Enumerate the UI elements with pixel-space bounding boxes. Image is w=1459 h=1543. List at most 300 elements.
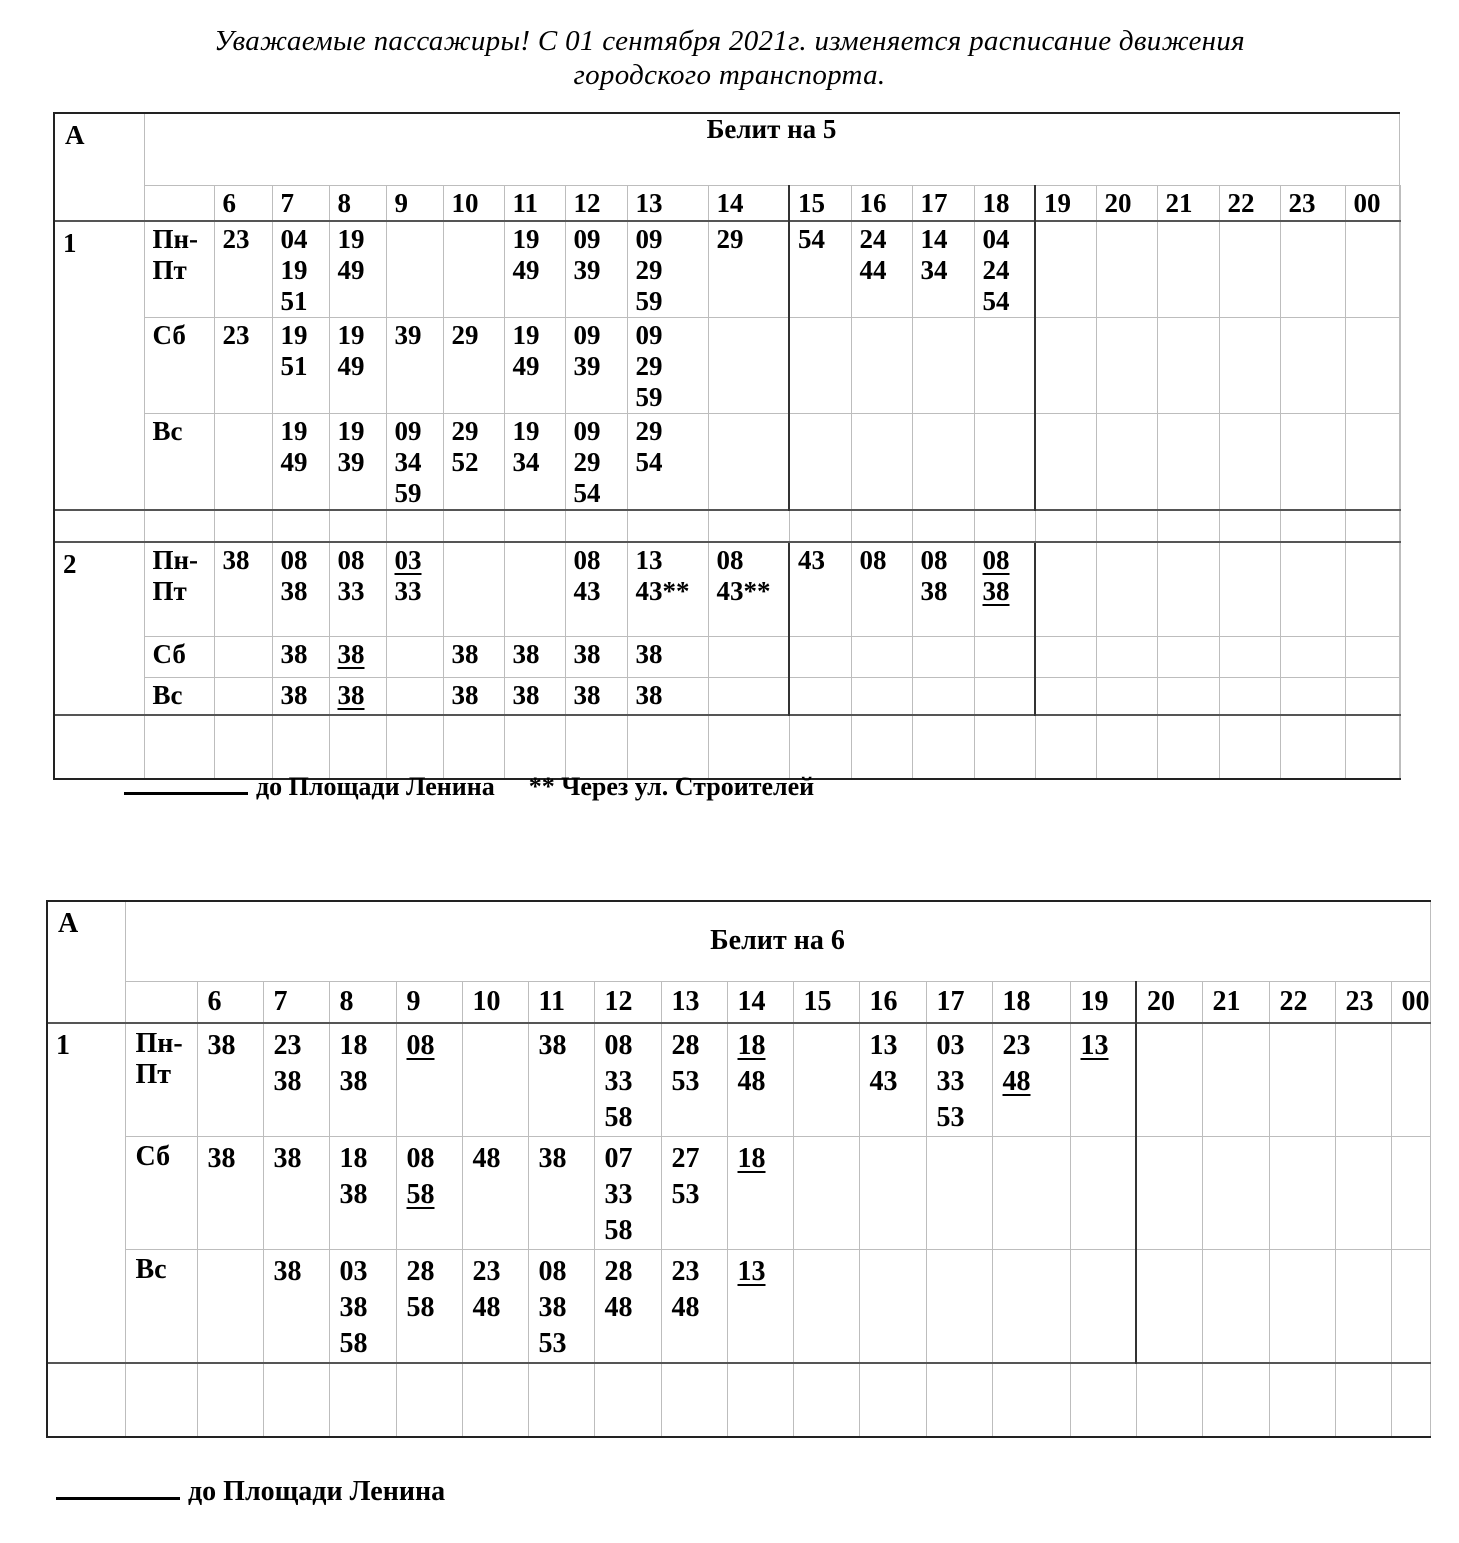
- departure-minute: 39: [573, 351, 601, 381]
- empty-cell: [912, 715, 974, 779]
- time-cell: [1391, 1250, 1430, 1364]
- time-cell: [1096, 677, 1157, 715]
- time-cell: [974, 636, 1035, 677]
- time-cell: [912, 318, 974, 414]
- departure-minute: 38: [573, 679, 601, 710]
- departure-minute: 04: [280, 224, 308, 254]
- hour-header: 14: [708, 185, 789, 221]
- empty-cell: [504, 510, 565, 542]
- empty-cell: [443, 510, 504, 542]
- time-cell: [1269, 1250, 1335, 1364]
- departure-minute: 48: [737, 1066, 766, 1097]
- empty-cell: [214, 510, 272, 542]
- time-cell: [627, 221, 708, 318]
- departure-minute: 08: [573, 545, 601, 575]
- schedule-table-belit-6: [46, 900, 1431, 1438]
- time-cell: [992, 1023, 1070, 1137]
- time-cell: [197, 1023, 263, 1137]
- time-cell: [727, 1023, 793, 1137]
- day-label: Вс: [125, 1250, 197, 1364]
- time-cell: [263, 1137, 329, 1250]
- hour-header: 14: [727, 981, 793, 1023]
- departure-minute: 19: [280, 255, 308, 285]
- departure-minute: 14: [920, 224, 948, 254]
- time-cell: [1391, 1023, 1430, 1137]
- departure-minute: 34: [512, 447, 540, 477]
- departure-minute: 09: [573, 320, 601, 350]
- departure-minute: 19: [512, 224, 540, 254]
- departure-minute: 08: [604, 1030, 633, 1061]
- time-cell: [214, 318, 272, 414]
- empty-cell: [125, 1363, 197, 1437]
- empty-cell: [1070, 1363, 1136, 1437]
- departure-minute: 27: [671, 1143, 700, 1174]
- time-cell: [329, 1023, 396, 1137]
- departure-minute: 54: [798, 224, 825, 254]
- departure-minute: 38: [273, 1256, 302, 1287]
- hour-header: 7: [272, 185, 329, 221]
- empty-cell: [443, 715, 504, 779]
- hour-header: 13: [661, 981, 727, 1023]
- time-cell: [1035, 542, 1096, 636]
- time-cell: [214, 677, 272, 715]
- time-cell: [1202, 1137, 1269, 1250]
- departure-minute: 08: [982, 545, 1010, 575]
- time-cell: [396, 1250, 462, 1364]
- hour-header: 22: [1219, 185, 1280, 221]
- departure-minute: 13: [869, 1030, 898, 1061]
- time-cell: [708, 677, 789, 715]
- departure-minute: 38: [207, 1030, 236, 1061]
- time-cell: [1035, 414, 1096, 511]
- time-cell: [727, 1250, 793, 1364]
- hour-header: 00: [1345, 185, 1399, 221]
- time-cell: [1269, 1023, 1335, 1137]
- empty-cell: [47, 1363, 125, 1437]
- departure-minute: 29: [635, 351, 663, 381]
- departure-minute: 29: [716, 224, 744, 254]
- departure-minute: 53: [538, 1328, 567, 1359]
- time-cell: [992, 1137, 1070, 1250]
- departure-minute: 38: [273, 1143, 302, 1174]
- empty-cell: [859, 1363, 926, 1437]
- legend-1: [124, 772, 814, 802]
- departure-minute: 28: [406, 1256, 435, 1287]
- time-cell: [1280, 636, 1345, 677]
- departure-minute: 09: [394, 416, 422, 446]
- hour-header: 23: [1280, 185, 1345, 221]
- time-cell: [1070, 1023, 1136, 1137]
- empty-cell: [974, 715, 1035, 779]
- filler-cell: [1399, 636, 1400, 677]
- time-cell: [1070, 1250, 1136, 1364]
- empty-cell: [1096, 510, 1157, 542]
- time-cell: [462, 1250, 528, 1364]
- time-cell: [1136, 1137, 1202, 1250]
- departure-minute: 09: [573, 416, 601, 446]
- time-cell: [1219, 542, 1280, 636]
- time-cell: [851, 414, 912, 511]
- time-cell: [789, 414, 851, 511]
- empty-cell: [926, 1363, 992, 1437]
- empty-cell: [263, 1363, 329, 1437]
- hour-header: 16: [851, 185, 912, 221]
- departure-minute: 49: [512, 351, 540, 381]
- empty-cell: [272, 510, 329, 542]
- empty-cell: [1035, 510, 1096, 542]
- departure-minute: 43: [798, 545, 825, 575]
- departure-minute: 04: [982, 224, 1010, 254]
- time-cell: [329, 1250, 396, 1364]
- departure-minute: 48: [472, 1143, 501, 1174]
- hour-header: 15: [789, 185, 851, 221]
- time-cell: [272, 636, 329, 677]
- time-cell: [793, 1250, 859, 1364]
- time-cell: [462, 1023, 528, 1137]
- departure-minute: 38: [280, 576, 308, 606]
- departure-minute: 23: [222, 320, 250, 350]
- time-cell: [1219, 221, 1280, 318]
- departure-minute: 48: [1002, 1066, 1031, 1097]
- empty-cell: [1202, 1363, 1269, 1437]
- time-cell: [1035, 677, 1096, 715]
- empty-cell: [1269, 1363, 1335, 1437]
- time-cell: [443, 636, 504, 677]
- time-cell: [974, 414, 1035, 511]
- empty-cell: [627, 510, 708, 542]
- time-cell: [197, 1137, 263, 1250]
- table-title: Белит на 5: [144, 113, 1399, 185]
- time-cell: [851, 318, 912, 414]
- hour-header: 15: [793, 981, 859, 1023]
- empty-cell: [565, 715, 627, 779]
- departure-minute: 09: [635, 224, 663, 254]
- day-label: Сб: [144, 318, 214, 414]
- time-cell: [1345, 318, 1399, 414]
- hour-header: 9: [396, 981, 462, 1023]
- time-cell: [1202, 1250, 1269, 1364]
- departure-minute: 08: [859, 545, 887, 575]
- hour-header: 10: [443, 185, 504, 221]
- time-cell: [528, 1023, 594, 1137]
- departure-minute: 48: [472, 1292, 501, 1323]
- departure-minute: 38: [207, 1143, 236, 1174]
- departure-minute: 33: [604, 1179, 633, 1210]
- departure-minute: 38: [920, 576, 948, 606]
- time-cell: [1269, 1137, 1335, 1250]
- departure-minute: 08: [280, 545, 308, 575]
- time-cell: [708, 318, 789, 414]
- departure-minute: 43**: [716, 576, 771, 606]
- filler-cell: [1399, 542, 1400, 636]
- hour-header: 23: [1335, 981, 1391, 1023]
- time-cell: [272, 414, 329, 511]
- empty-cell: [1157, 510, 1219, 542]
- empty-cell: [329, 715, 386, 779]
- departure-minute: 29: [635, 255, 663, 285]
- departure-minute: 38: [512, 638, 540, 669]
- time-cell: [565, 542, 627, 636]
- departure-minute: 51: [280, 351, 308, 381]
- time-cell: [504, 636, 565, 677]
- time-cell: [197, 1250, 263, 1364]
- departure-minute: 23: [1002, 1030, 1031, 1061]
- hour-header: 6: [197, 981, 263, 1023]
- departure-minute: 53: [671, 1179, 700, 1210]
- time-cell: [329, 636, 386, 677]
- departure-minute: 28: [671, 1030, 700, 1061]
- hour-header: 11: [528, 981, 594, 1023]
- time-cell: [789, 318, 851, 414]
- hour-header: 7: [263, 981, 329, 1023]
- time-cell: [851, 677, 912, 715]
- departure-minute: 38: [339, 1179, 368, 1210]
- departure-minute: 34: [920, 255, 948, 285]
- departure-minute: 33: [936, 1066, 965, 1097]
- time-cell: [708, 542, 789, 636]
- time-cell: [789, 221, 851, 318]
- notice-line-1: Уважаемые пассажиры! С 01 сентября 2021г. изменяется расписание движения: [214, 25, 1245, 57]
- departure-minute: 54: [573, 478, 601, 508]
- time-cell: [214, 542, 272, 636]
- empty-cell: [272, 715, 329, 779]
- time-cell: [386, 636, 443, 677]
- departure-minute: 09: [573, 224, 601, 254]
- departure-minute: 13: [737, 1256, 766, 1287]
- departure-minute: 24: [982, 255, 1010, 285]
- departure-minute: 18: [737, 1030, 766, 1061]
- time-cell: [1219, 636, 1280, 677]
- time-cell: [1219, 414, 1280, 511]
- day-label: Сб: [125, 1137, 197, 1250]
- empty-cell: [144, 715, 214, 779]
- time-cell: [1219, 677, 1280, 715]
- time-cell: [504, 221, 565, 318]
- departure-minute: 38: [451, 679, 479, 710]
- time-cell: [974, 542, 1035, 636]
- time-cell: [1157, 636, 1219, 677]
- empty-cell: [851, 510, 912, 542]
- time-cell: [329, 677, 386, 715]
- departure-minute: 38: [339, 1292, 368, 1323]
- time-cell: [1096, 636, 1157, 677]
- departure-minute: 33: [337, 576, 365, 606]
- hour-header: 19: [1035, 185, 1096, 221]
- hour-header: 21: [1202, 981, 1269, 1023]
- day-label: Пн-Пт: [144, 221, 214, 318]
- day-label: Вс: [144, 677, 214, 715]
- hour-header: 20: [1136, 981, 1202, 1023]
- route-number: 1: [54, 221, 144, 510]
- departure-minute: 08: [406, 1030, 435, 1061]
- empty-cell: [1035, 715, 1096, 779]
- time-cell: [912, 414, 974, 511]
- time-cell: [627, 636, 708, 677]
- time-cell: [1157, 677, 1219, 715]
- time-cell: [386, 221, 443, 318]
- time-cell: [1345, 636, 1399, 677]
- time-cell: [565, 318, 627, 414]
- time-cell: [627, 542, 708, 636]
- time-cell: [912, 542, 974, 636]
- departure-minute: 59: [394, 478, 422, 508]
- departure-minute: 07: [604, 1143, 633, 1174]
- time-cell: [565, 677, 627, 715]
- time-cell: [627, 414, 708, 511]
- departure-minute: 53: [671, 1066, 700, 1097]
- empty-cell: [974, 510, 1035, 542]
- notice: [0, 24, 1459, 92]
- time-cell: [504, 677, 565, 715]
- hour-header: 16: [859, 981, 926, 1023]
- time-cell: [272, 677, 329, 715]
- time-cell: [1136, 1250, 1202, 1364]
- time-cell: [859, 1023, 926, 1137]
- time-cell: [727, 1137, 793, 1250]
- departure-minute: 09: [635, 320, 663, 350]
- departure-minute: 38: [538, 1292, 567, 1323]
- departure-minute: 39: [573, 255, 601, 285]
- time-cell: [661, 1023, 727, 1137]
- underline-sample: [124, 792, 248, 795]
- departure-minute: 38: [280, 638, 308, 669]
- time-cell: [528, 1250, 594, 1364]
- departure-minute: 23: [222, 224, 250, 254]
- departure-minute: 48: [604, 1292, 633, 1323]
- time-cell: [789, 542, 851, 636]
- departure-minute: 13: [1080, 1030, 1109, 1061]
- hour-header: 00: [1391, 981, 1430, 1023]
- time-cell: [504, 318, 565, 414]
- time-cell: [974, 221, 1035, 318]
- time-cell: [386, 414, 443, 511]
- time-cell: [912, 677, 974, 715]
- departure-minute: 54: [982, 286, 1010, 316]
- time-cell: [396, 1023, 462, 1137]
- time-cell: [386, 542, 443, 636]
- time-cell: [594, 1137, 661, 1250]
- departure-minute: 51: [280, 286, 308, 316]
- empty-cell: [789, 715, 851, 779]
- time-cell: [789, 636, 851, 677]
- time-cell: [263, 1250, 329, 1364]
- hour-header: 19: [1070, 981, 1136, 1023]
- time-cell: [926, 1137, 992, 1250]
- empty-cell: [1280, 715, 1345, 779]
- time-cell: [1280, 542, 1345, 636]
- departure-minute: 23: [671, 1256, 700, 1287]
- departure-minute: 44: [859, 255, 887, 285]
- day-label: Пн-Пт: [144, 542, 214, 636]
- time-cell: [1096, 414, 1157, 511]
- day-header-empty: [144, 185, 214, 221]
- time-cell: [912, 636, 974, 677]
- departure-minute: 58: [604, 1102, 633, 1133]
- departure-minute: 08: [716, 545, 744, 575]
- filler-cell: [1399, 677, 1400, 715]
- time-cell: [1157, 221, 1219, 318]
- departure-minute: 18: [339, 1030, 368, 1061]
- empty-cell: [1280, 510, 1345, 542]
- empty-cell: [1345, 715, 1399, 779]
- time-cell: [1280, 414, 1345, 511]
- departure-minute: 38: [337, 638, 365, 669]
- departure-minute: 43: [869, 1066, 898, 1097]
- empty-cell: [386, 510, 443, 542]
- empty-cell: [1219, 715, 1280, 779]
- empty-cell: [1399, 510, 1400, 542]
- empty-cell: [54, 715, 144, 779]
- legend-note: ** Через ул. Строителей: [528, 772, 815, 801]
- departure-minute: 29: [635, 416, 663, 446]
- hour-header: 11: [504, 185, 565, 221]
- departure-minute: 38: [982, 576, 1010, 606]
- time-cell: [974, 677, 1035, 715]
- time-cell: [272, 542, 329, 636]
- time-cell: [793, 1023, 859, 1137]
- time-cell: [793, 1137, 859, 1250]
- empty-cell: [504, 715, 565, 779]
- hour-header: 6: [214, 185, 272, 221]
- empty-cell: [708, 715, 789, 779]
- empty-cell: [214, 715, 272, 779]
- time-cell: [386, 677, 443, 715]
- empty-cell: [329, 510, 386, 542]
- hour-header: 18: [992, 981, 1070, 1023]
- empty-cell: [386, 715, 443, 779]
- departure-minute: 33: [604, 1066, 633, 1097]
- departure-minute: 49: [337, 255, 365, 285]
- day-label: Пн-Пт: [125, 1023, 197, 1137]
- departure-minute: 19: [337, 224, 365, 254]
- day-label: Сб: [144, 636, 214, 677]
- empty-cell: [661, 1363, 727, 1437]
- departure-minute: 58: [339, 1328, 368, 1359]
- time-cell: [443, 318, 504, 414]
- time-cell: [1096, 318, 1157, 414]
- time-cell: [329, 1137, 396, 1250]
- empty-cell: [727, 1363, 793, 1437]
- empty-cell: [1219, 510, 1280, 542]
- departure-minute: 03: [339, 1256, 368, 1287]
- departure-minute: 38: [635, 679, 663, 710]
- departure-minute: 38: [337, 679, 365, 710]
- empty-cell: [789, 510, 851, 542]
- day-label: Вс: [144, 414, 214, 511]
- departure-minute: 29: [451, 416, 479, 446]
- table-letter: А: [54, 113, 144, 221]
- time-cell: [462, 1137, 528, 1250]
- filler-cell: [1399, 318, 1400, 414]
- time-cell: [1391, 1137, 1430, 1250]
- filler-cell: [1399, 185, 1400, 221]
- departure-minute: 08: [538, 1256, 567, 1287]
- departure-minute: 54: [635, 447, 663, 477]
- time-cell: [528, 1137, 594, 1250]
- empty-cell: [1391, 1363, 1430, 1437]
- time-cell: [851, 542, 912, 636]
- departure-minute: 38: [573, 638, 601, 669]
- empty-cell: [144, 510, 214, 542]
- hour-header: 18: [974, 185, 1035, 221]
- hour-header: 13: [627, 185, 708, 221]
- time-cell: [594, 1023, 661, 1137]
- time-cell: [974, 318, 1035, 414]
- hour-header: 21: [1157, 185, 1219, 221]
- departure-minute: 03: [936, 1030, 965, 1061]
- departure-minute: 38: [451, 638, 479, 669]
- time-cell: [851, 636, 912, 677]
